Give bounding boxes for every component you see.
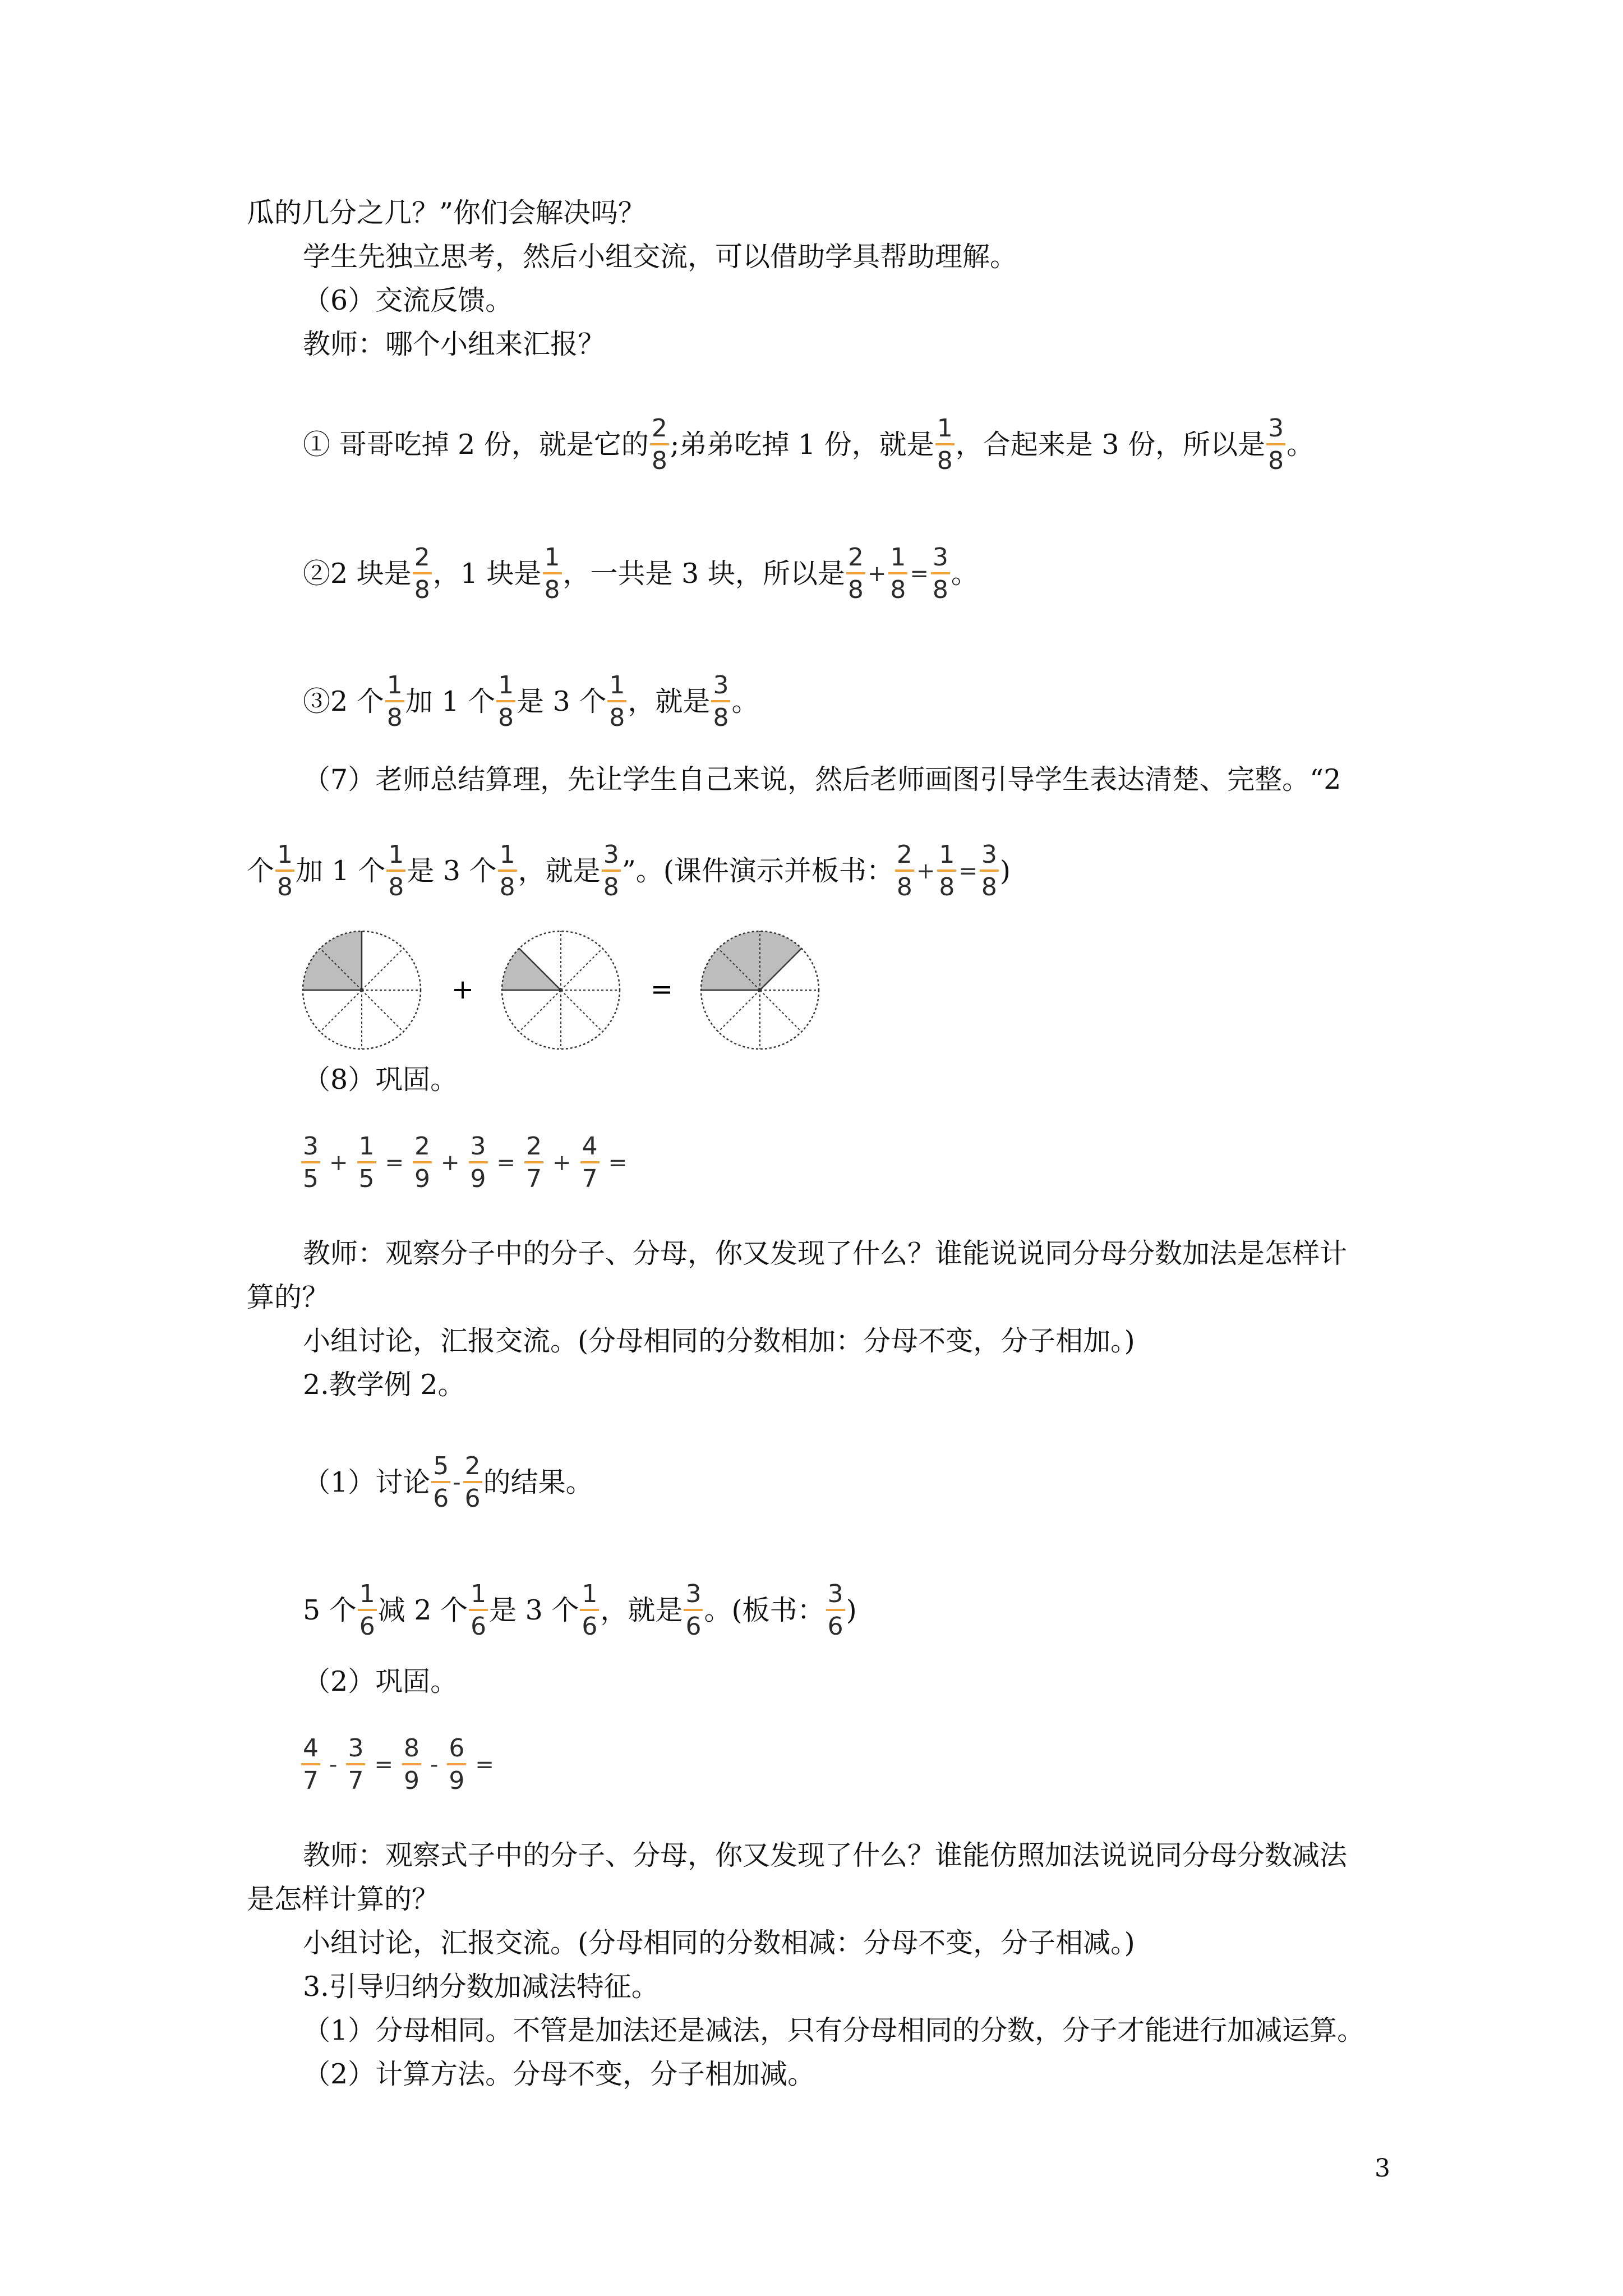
fraction: $\frac{1}{8}$ <box>498 841 517 901</box>
text-segment: 减 2 个 <box>377 1594 468 1626</box>
solution-line-3 <box>303 672 759 731</box>
solution-line-1 <box>303 415 1314 475</box>
slice-divider <box>718 990 760 1032</box>
text-line: （7）老师总结算理，先让学生自己来说，然后老师画图引导学生表达清楚、完整。“2 <box>303 763 1341 795</box>
plus-sign: + <box>329 1150 348 1176</box>
text-segment: 加 1 个 <box>296 855 386 887</box>
solution-line-2 <box>303 544 979 604</box>
text-line: 算的？ <box>247 1281 330 1313</box>
fraction-pie <box>502 931 620 1049</box>
text-segment: ① 哥哥吃掉 2 份，就是它的 <box>303 429 649 461</box>
fraction: $\frac{1}{5}$ <box>357 1133 376 1193</box>
equals-sign: = <box>608 1150 628 1176</box>
slice-divider <box>320 990 362 1032</box>
text-segment: ，就是 <box>600 1594 683 1626</box>
fraction: $\frac{3}{6}$ <box>826 1581 845 1640</box>
discussion-line <box>303 1453 593 1512</box>
fraction: $\frac{1}{8}$ <box>888 544 907 604</box>
subtraction-line <box>303 1581 857 1640</box>
fraction: $\frac{3}{8}$ <box>980 841 999 901</box>
text-line: 教师：观察式子中的分子、分母，你又发现了什么？谁能仿照加法说说同分母分数减法 <box>303 1839 1348 1871</box>
shaded-slice <box>502 949 561 990</box>
fraction: $\frac{3}{7}$ <box>346 1735 365 1795</box>
fraction: $\frac{3}{8}$ <box>711 672 730 731</box>
plus-sign: + <box>441 1150 460 1176</box>
text-segment: ) <box>846 1594 857 1626</box>
text-segment: 。(板书： <box>704 1594 825 1626</box>
subtraction-practice <box>300 1735 502 1795</box>
fraction-pie <box>303 931 421 1049</box>
pie-equals-sign: = <box>650 974 674 1005</box>
pie-plus-sign: + <box>451 974 474 1005</box>
fraction: $\frac{1}{8}$ <box>385 672 404 731</box>
slice-divider <box>362 949 403 990</box>
fraction: $\frac{3}{5}$ <box>301 1133 320 1193</box>
text-segment: ，1 块是 <box>432 558 542 590</box>
text-segment: 5 个 <box>303 1594 357 1626</box>
fraction: $\frac{2}{7}$ <box>524 1133 543 1193</box>
fraction: $\frac{1}{6}$ <box>580 1581 599 1640</box>
fraction-pie <box>701 931 819 1049</box>
fraction: $\frac{4}{7}$ <box>580 1133 600 1193</box>
plus-sign: + <box>867 561 887 587</box>
equals-sign: = <box>374 1752 393 1778</box>
slice-divider <box>561 949 602 990</box>
fraction: $\frac{1}{8}$ <box>937 841 956 901</box>
equals-sign: = <box>496 1150 516 1176</box>
fraction: $\frac{3}{8}$ <box>602 841 621 901</box>
equals-sign: = <box>958 858 978 884</box>
text-segment: ②2 块是 <box>303 558 412 590</box>
fraction: $\frac{2}{8}$ <box>650 415 669 475</box>
minus-sign: - <box>453 1470 461 1496</box>
text-line: （1）分母相同。不管是加法还是减法，只有分母相同的分数，分子才能进行加减运算。 <box>303 2014 1365 2046</box>
fraction: $\frac{1}{8}$ <box>935 415 955 475</box>
fraction: $\frac{3}{8}$ <box>1266 415 1285 475</box>
text-segment: 。 <box>1287 429 1315 461</box>
slice-divider <box>561 990 602 1032</box>
fraction: $\frac{6}{9}$ <box>447 1735 466 1795</box>
text-line: 小组讨论，汇报交流。(分母相同的分数相减：分母不变，分子相减。) <box>303 1927 1135 1959</box>
fraction: $\frac{5}{6}$ <box>431 1453 450 1512</box>
minus-sign: - <box>329 1752 338 1778</box>
text-line: （2）计算方法。分母不变，分子相加减。 <box>303 2058 815 2090</box>
plus-sign: + <box>916 858 935 884</box>
fraction-pie-diagram <box>300 926 827 1055</box>
text-line: 学生先独立思考，然后小组交流，可以借助学具帮助理解。 <box>303 241 1018 273</box>
equals-sign: = <box>385 1150 404 1176</box>
equals-sign: = <box>475 1752 494 1778</box>
text-line: 小组讨论，汇报交流。(分母相同的分数相加：分母不变，分子相加。) <box>303 1325 1135 1357</box>
text-segment: ，一共是 3 块，所以是 <box>562 558 845 590</box>
shaded-slice <box>760 931 801 990</box>
text-segment: 是 3 个 <box>489 1594 579 1626</box>
fraction: $\frac{2}{6}$ <box>463 1453 482 1512</box>
fraction: $\frac{2}{8}$ <box>413 544 432 604</box>
text-line: 是怎样计算的？ <box>247 1883 440 1915</box>
fraction: $\frac{8}{9}$ <box>402 1735 421 1795</box>
text-line: （6）交流反馈。 <box>303 284 513 316</box>
fraction: $\frac{1}{8}$ <box>275 841 294 901</box>
text-line: （8）巩固。 <box>303 1064 458 1096</box>
text-line: （2）巩固。 <box>303 1665 458 1697</box>
equals-sign: = <box>910 561 929 587</box>
text-line: 瓜的几分之几？”你们会解决吗？ <box>247 197 646 229</box>
slice-divider <box>362 990 403 1032</box>
page-number: 3 <box>1375 2154 1390 2183</box>
fraction: $\frac{1}{8}$ <box>607 672 626 731</box>
fraction: $\frac{1}{8}$ <box>386 841 405 901</box>
text-line: 2.教学例 2。 <box>303 1369 465 1401</box>
fraction: $\frac{1}{6}$ <box>358 1581 377 1640</box>
text-segment: ③2 个 <box>303 685 384 717</box>
text-segment: ，就是 <box>628 685 711 717</box>
text-segment: ，合起来是 3 份，所以是 <box>955 429 1266 461</box>
text-segment: （1）讨论 <box>303 1466 431 1498</box>
fraction: $\frac{3}{6}$ <box>684 1581 703 1640</box>
text-segment: 。 <box>951 558 979 590</box>
summary-line <box>247 841 1011 901</box>
text-segment: 个 <box>247 855 275 887</box>
text-segment: ，就是 <box>518 855 601 887</box>
text-segment: ) <box>999 855 1011 887</box>
fraction: $\frac{3}{9}$ <box>469 1133 488 1193</box>
text-line: 教师：哪个小组来汇报？ <box>303 328 606 360</box>
plus-sign: + <box>552 1150 571 1176</box>
fraction: $\frac{3}{8}$ <box>931 544 950 604</box>
fraction: $\frac{1}{8}$ <box>496 672 515 731</box>
text-segment: ;弟弟吃掉 1 份，就是 <box>670 429 934 461</box>
addition-practice <box>300 1133 635 1193</box>
slice-divider <box>519 990 561 1032</box>
slice-divider <box>760 990 801 1032</box>
text-segment: 。 <box>731 685 759 717</box>
text-line: 3.引导归纳分数加减法特征。 <box>303 1971 659 2003</box>
fraction: $\frac{2}{8}$ <box>846 544 865 604</box>
fraction: $\frac{2}{9}$ <box>413 1133 432 1193</box>
text-segment: 的结果。 <box>483 1466 593 1498</box>
fraction: $\frac{4}{7}$ <box>301 1735 320 1795</box>
text-line: 教师：观察分子中的分子、分母，你又发现了什么？谁能说说同分母分数加法是怎样计 <box>303 1237 1348 1269</box>
text-segment: 是 3 个 <box>407 855 497 887</box>
text-segment: 加 1 个 <box>405 685 496 717</box>
fraction: $\frac{2}{8}$ <box>895 841 914 901</box>
fraction: $\frac{1}{8}$ <box>543 544 562 604</box>
fraction: $\frac{1}{6}$ <box>469 1581 488 1640</box>
text-segment: 是 3 个 <box>517 685 607 717</box>
text-segment: ”。(课件演示并板书： <box>621 855 894 887</box>
minus-sign: - <box>430 1752 439 1778</box>
